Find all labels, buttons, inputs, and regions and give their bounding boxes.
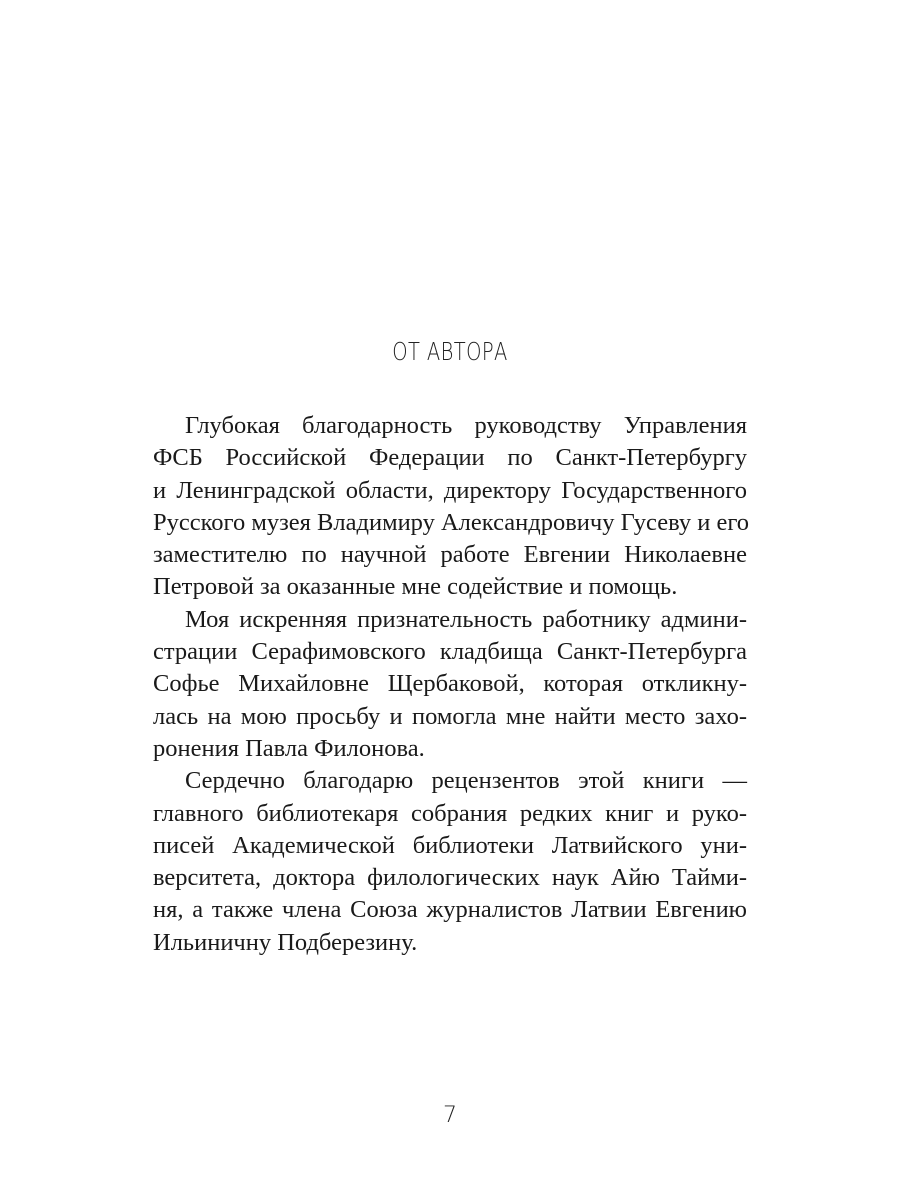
paragraph-1 xyxy=(153,410,750,604)
text-line: ФСБ Российской Федерации по Санкт-Петербургу xyxy=(153,444,747,472)
text-line: писей Академической библиотеки Латвийского уни- xyxy=(153,831,747,859)
section-title: ОТ АВТОРА xyxy=(392,337,508,366)
acknowledgements-text xyxy=(153,410,750,959)
text-line: Ильиничну Подберезину. xyxy=(153,928,418,956)
text-line: Моя искренняя признательность работнику админи- xyxy=(185,605,747,633)
text-line: Глубокая благодарность руководству Управления xyxy=(185,412,747,439)
text-line: главного библиотекаря собрания редких книг и руко- xyxy=(153,799,747,827)
text-line: ронения Павла Филонова. xyxy=(153,734,425,762)
text-line: и Ленинградской области, директору Государственного xyxy=(153,476,747,504)
text-line: заместителю по научной работе Евгении Николаевне xyxy=(153,541,747,569)
paragraph-2 xyxy=(153,604,747,765)
text-line: ня, а также члена Союза журналистов Латвии Евгению xyxy=(153,896,747,924)
text-line: Сердечно благодарю рецензентов этой книги — xyxy=(185,767,747,795)
text-line: лась на мою просьбу и помогла мне найти место захо- xyxy=(153,702,747,730)
text-line: страции Серафимовского кладбища Санкт-Петербурга xyxy=(153,638,747,666)
text-line: верситета, доктора филологических наук Айю Тайми- xyxy=(153,864,747,892)
page-number: 7 xyxy=(443,1103,457,1128)
text-line: Софье Михайловне Щербаковой, которая откликну- xyxy=(153,670,747,698)
text-line: Русского музея Владимиру Александровичу Гусеву и его xyxy=(153,508,750,536)
text-line: Петровой за оказанные мне содействие и помощь. xyxy=(153,573,678,601)
paragraph-3 xyxy=(153,765,747,959)
